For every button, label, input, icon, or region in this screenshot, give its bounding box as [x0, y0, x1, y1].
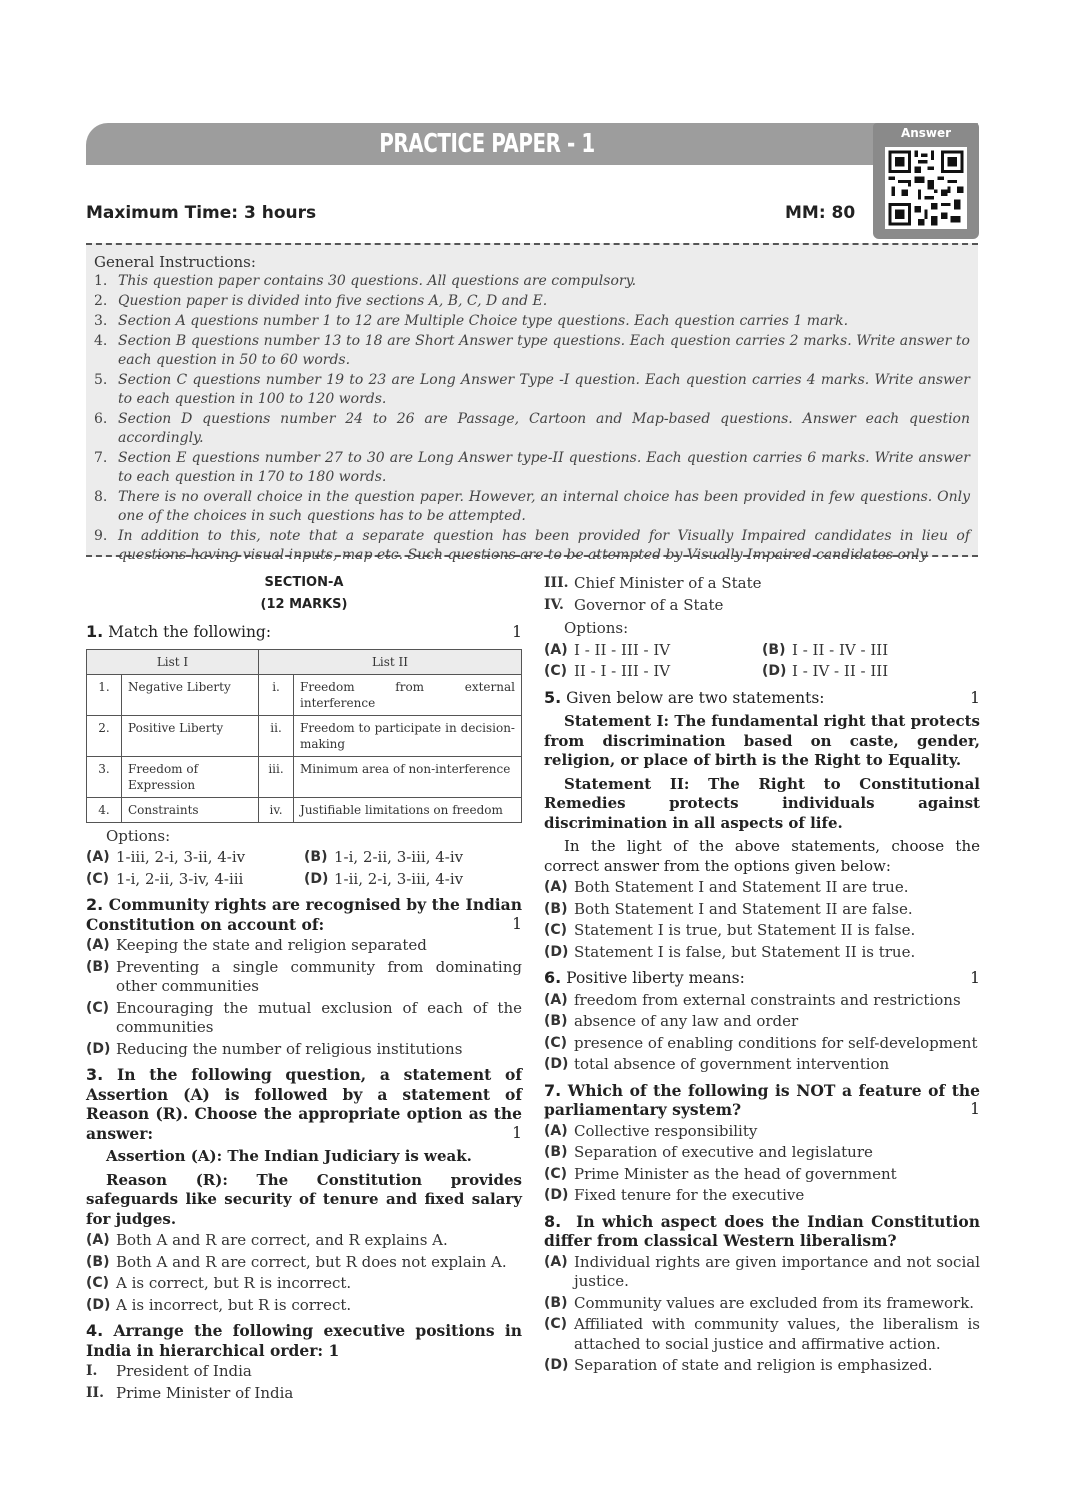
- question-6: 6. Positive liberty means: 1: [544, 968, 980, 987]
- option-c[interactable]: (C) Statement I is true, but Statement II is false.: [544, 921, 916, 939]
- list-item: IV. Governor of a State: [544, 595, 724, 614]
- option-b[interactable]: (B) I - II - IV - III: [762, 640, 889, 659]
- instruction-item: 5. Section C questions number 19 to 23 are Long Answer Type -I question. Each question carries 4 marks. Write answer to each question in 100 to 120 words.: [94, 372, 970, 407]
- option-c[interactable]: (C) A is correct, but R is incorrect.: [86, 1274, 352, 1292]
- option-d[interactable]: (D) A is incorrect, but R is correct.: [86, 1295, 352, 1314]
- statement-1: Statement I: The fundamental right that protects from discrimination based on caste, gender, religion, or place of birth is the Right to Equality.: [544, 712, 980, 769]
- option-a[interactable]: (A) Individual rights are given importance and not social justice.: [544, 1252, 980, 1290]
- answer-label: Answer: [900, 126, 952, 140]
- qr-code-icon: [885, 147, 967, 229]
- instruction-item: 3. Section A questions number 1 to 12 are Multiple Choice type questions. Each question carries 1 mark.: [94, 313, 849, 329]
- table-row: 1. Negative Liberty i. Freedom from external interference: [87, 674, 522, 715]
- question-mark: 1: [970, 1100, 980, 1118]
- instruction-item: 8. There is no overall choice in the question paper. However, an internal choice has been provided in few questions. Only one of the choices in such questions has to be attempted.: [94, 489, 970, 524]
- general-instructions: [86, 243, 978, 563]
- option-c[interactable]: (C) II - I - III - IV: [544, 662, 671, 680]
- instruction-item: 4. Section B questions number 13 to 18 are Short Answer type questions. Each question carries 2 marks. Write answer to each question in 50 to 60 words.: [94, 333, 970, 368]
- option-b[interactable]: (B) Both A and R are correct, but R does not explain A.: [86, 1252, 507, 1271]
- options-row: [544, 641, 980, 661]
- assertion: Assertion (A): The Indian Judiciary is weak.: [106, 1147, 472, 1165]
- question-4: 4. Arrange the following executive positions in India in hierarchical order: 1: [86, 1321, 522, 1360]
- option-c[interactable]: (C) Affiliated with community values, the liberalism is attached to social justice and affirmative action.: [544, 1315, 980, 1353]
- option-b[interactable]: (B) Preventing a single community from dominating other communities: [86, 957, 522, 995]
- option-a[interactable]: (A) Both A and R are correct, and R explains A.: [86, 1231, 448, 1249]
- option-a[interactable]: (A) Collective responsibility: [544, 1121, 758, 1140]
- question-mark: 1: [512, 1123, 522, 1142]
- options-label: Options:: [564, 619, 629, 637]
- option-c[interactable]: (C) presence of enabling conditions for self-development: [544, 1033, 978, 1052]
- max-marks: MM: 80: [785, 203, 856, 223]
- instruction-item: 9. In addition to this, note that a separate question has been provided for Visually Impaired candidates in lieu of questions having visual inputs, map etc. Such questions are to be attempted by Visually Impaired candidates only: [94, 528, 970, 563]
- answer-qr-box[interactable]: [873, 123, 979, 239]
- match-table: [86, 649, 522, 823]
- question-prompt: In the light of the above statements, choose the correct answer from the options given below:: [544, 837, 980, 875]
- option-a[interactable]: (A) Both Statement I and Statement II are true.: [544, 878, 909, 896]
- instruction-item: 6. Section D questions number 24 to 26 are Passage, Cartoon and Map-based questions. Answer each question accordingly.: [94, 411, 970, 446]
- left-column: [86, 572, 522, 1403]
- option-b[interactable]: (B) Community values are excluded from its framework.: [544, 1293, 975, 1312]
- option-b[interactable]: (B) 1-i, 2-ii, 3-iii, 4-iv: [304, 848, 464, 866]
- max-time: Maximum Time: 3 hours: [86, 203, 317, 223]
- option-c[interactable]: (C) Prime Minister as the head of government: [544, 1164, 897, 1183]
- option-d[interactable]: (D) Reducing the number of religious institutions: [86, 1039, 463, 1058]
- right-column: [544, 572, 980, 1376]
- question-mark: 1: [512, 623, 522, 641]
- options-row: [86, 848, 522, 868]
- title-banner: [86, 123, 978, 165]
- option-b[interactable]: (B) Both Statement I and Statement II are false.: [544, 899, 913, 918]
- list-i-header: List I: [87, 649, 259, 674]
- option-d[interactable]: (D) Statement I is false, but Statement II is true.: [544, 942, 916, 961]
- list-item: I. President of India: [86, 1362, 252, 1380]
- question-mark: 1: [970, 688, 980, 707]
- section-title: SECTION-A: [264, 575, 344, 590]
- list-item: II. Prime Minister of India: [86, 1383, 294, 1402]
- options-label: Options:: [106, 826, 171, 845]
- option-d[interactable]: (D) Fixed tenure for the executive: [544, 1186, 805, 1204]
- option-d[interactable]: (D) Separation of state and religion is emphasized.: [544, 1356, 933, 1374]
- option-c[interactable]: (C) 1-i, 2-ii, 3-iv, 4-iii: [86, 869, 244, 888]
- instructions-title: General Instructions:: [94, 253, 256, 271]
- option-c[interactable]: (C) Encouraging the mutual exclusion of each of the communities: [86, 998, 522, 1036]
- statement-2: Statement II: The Right to Constitutional Remedies protects individuals against discrimination in all aspects of life.: [544, 774, 980, 832]
- option-a[interactable]: (A) freedom from external constraints and restrictions: [544, 990, 961, 1009]
- option-a[interactable]: (A) Keeping the state and religion separated: [86, 936, 427, 954]
- instruction-item: 2. Question paper is divided into five sections A, B, C, D and E.: [94, 293, 548, 309]
- options-row: [86, 870, 522, 890]
- table-row: 4. Constraints iv. Justifiable limitations on freedom: [87, 797, 522, 822]
- section-marks: (12 MARKS): [260, 597, 348, 612]
- instruction-item: 7. Section E questions number 27 to 30 are Long Answer type-II questions. Each question carries 6 marks. Write answer to each question in 170 to 180 words.: [94, 450, 970, 485]
- list-ii-header: List II: [259, 649, 522, 674]
- question-1: 1. Match the following: 1: [86, 622, 522, 641]
- options-row: [544, 662, 980, 682]
- question-3: 3. In the following question, a statement of Assertion (A) is followed by a statement of Reason (R). Choose the appropriate option as the answer: 1: [86, 1065, 522, 1143]
- list-item: III. Chief Minister of a State: [544, 574, 762, 592]
- instruction-item: 1. This question paper contains 30 questions. All questions are compulsory.: [94, 273, 637, 289]
- question-5: 5. Given below are two statements: 1: [544, 687, 980, 707]
- option-a[interactable]: (A) 1-iii, 2-i, 3-ii, 4-iv: [86, 848, 246, 866]
- question-8: 8. In which aspect does the Indian Constitution differ from classical Western liberalism?: [544, 1211, 980, 1250]
- reason: Reason (R): The Constitution provides safeguards like security of tenure and fixed salary for judges.: [86, 1170, 522, 1228]
- option-b[interactable]: (B) Separation of executive and legislature: [544, 1143, 873, 1161]
- option-a[interactable]: (A) I - II - III - IV: [544, 640, 671, 659]
- instructions-list: [94, 272, 970, 565]
- option-d[interactable]: (D) total absence of government intervention: [544, 1055, 890, 1073]
- table-row: 3. Freedom of Expression iii. Minimum area of non-interference: [87, 756, 522, 797]
- question-mark: 1: [512, 914, 522, 933]
- option-d[interactable]: (D) I - IV - II - III: [762, 662, 889, 680]
- page-title: PRACTICE PAPER - 1: [379, 129, 595, 159]
- question-7: 7. Which of the following is NOT a feature of the parliamentary system? 1: [544, 1080, 980, 1119]
- question-2: 2. Community rights are recognised by the Indian Constitution on account of: 1: [86, 895, 522, 934]
- table-row: 2. Positive Liberty ii. Freedom to participate in decision-making: [87, 715, 522, 756]
- option-d[interactable]: (D) 1-ii, 2-i, 3-iii, 4-iv: [304, 869, 464, 888]
- option-b[interactable]: (B) absence of any law and order: [544, 1012, 799, 1030]
- question-mark: 1: [970, 969, 980, 987]
